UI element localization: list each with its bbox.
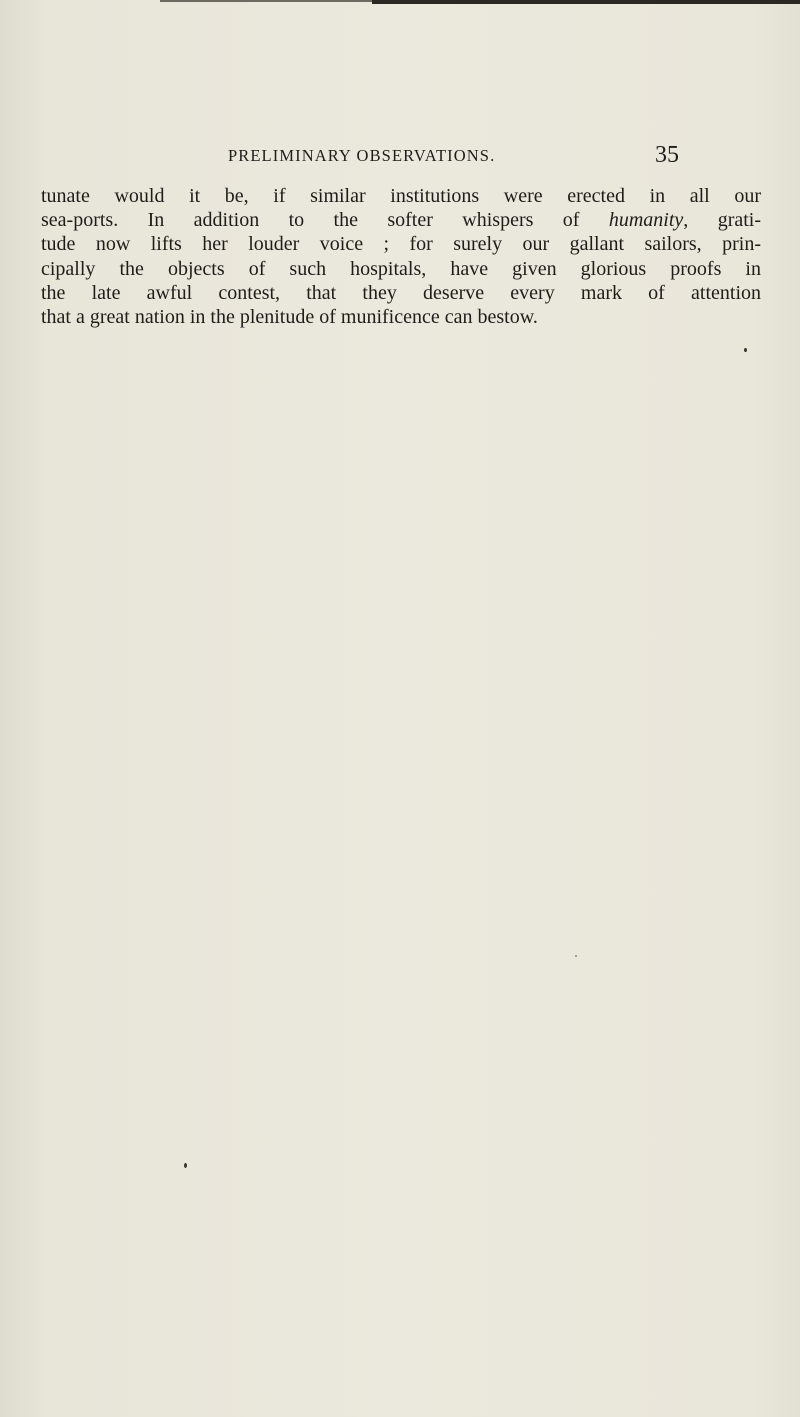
page-number: 35 (655, 142, 679, 168)
paper-fleck (184, 1163, 187, 1168)
text-line: tunate would it be, if similar institutions were erected in all our (41, 185, 761, 207)
paper-fleck (575, 955, 577, 957)
paper-fleck (744, 348, 747, 352)
body-paragraph (41, 184, 761, 329)
text-line: tude now lifts her louder voice ; for surely our gallant sailors, prin- (41, 233, 761, 256)
text-line (41, 208, 761, 232)
running-title: PRELIMINARY OBSERVATIONS. (228, 146, 496, 165)
text-line-segment: sea-ports. In addition to the softer whispers of (41, 209, 609, 232)
page-edge-binding (372, 0, 800, 4)
page-edge-shadow (160, 0, 372, 2)
text-line: that a great nation in the plenitude of munificence can bestow. (41, 306, 538, 329)
text-line-segment: , grati- (683, 209, 762, 232)
text-line: the late awful contest, that they deserve every mark of attention (41, 281, 761, 304)
text-line: cipally the objects of such hospitals, have given glorious proofs in (41, 257, 761, 280)
running-head (0, 142, 800, 182)
italic-word: humanity (608, 209, 684, 232)
